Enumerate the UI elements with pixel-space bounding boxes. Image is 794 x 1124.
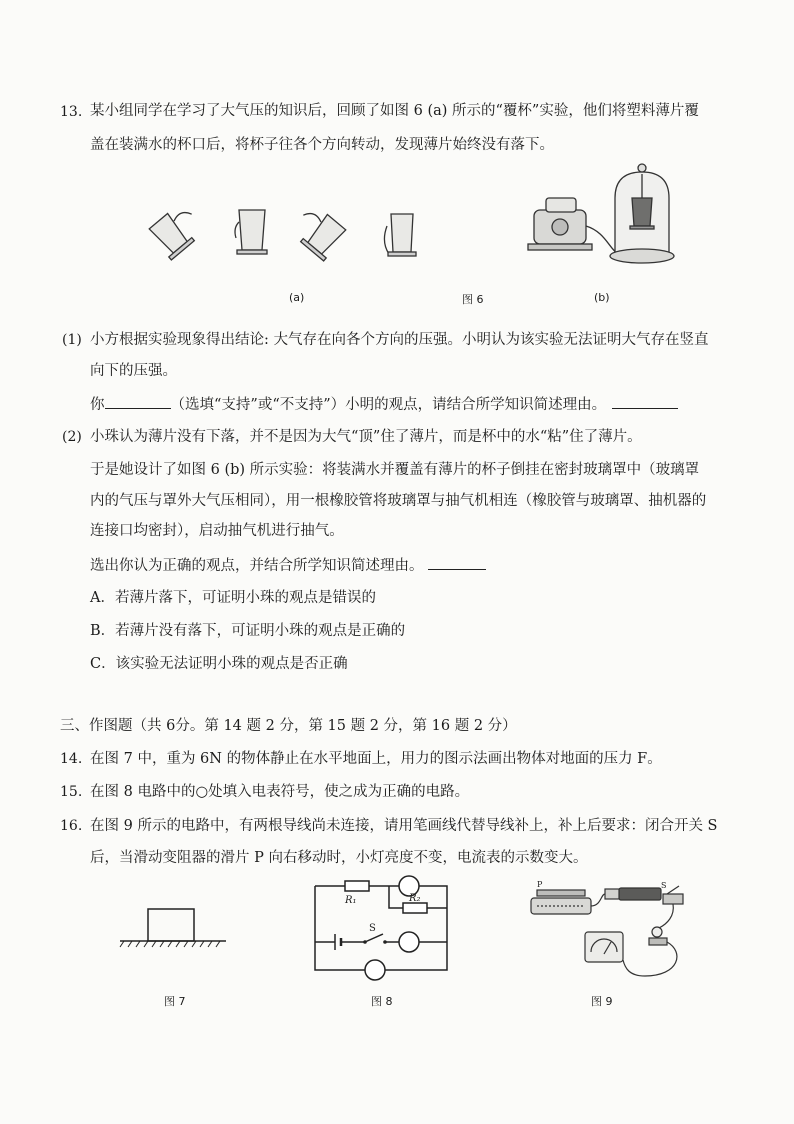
figure-7-block-on-ground — [118, 905, 228, 950]
part1-line3 — [90, 394, 678, 415]
r2-label: R₂ — [409, 893, 421, 904]
figure-8-circuit — [305, 870, 455, 988]
part2-line1: 小珠认为薄片没有下落，并不是因为大气“顶”住了薄片，而是杯中的水“粘”住了薄片。 — [90, 429, 642, 445]
figure-9-physical-circuit — [525, 876, 695, 984]
figure-6a-cups — [140, 200, 440, 270]
part2-number: (2) — [62, 429, 82, 445]
part1-line3-start: 你 — [90, 397, 105, 413]
part1-number: (1) — [62, 332, 82, 348]
q16-line1: 在图 9 所示的电路中，有两根导线尚未连接，请用笔画线代替导线补上，补上后要求：闭合开关 S — [90, 818, 718, 834]
part2-line2: 于是她设计了如图 6 (b) 所示实验：将装满水并覆盖有薄片的杯子倒挂在密封玻璃罩中（玻璃罩 — [90, 462, 700, 478]
q13-line1: 某小组同学在学习了大气压的知识后，回顾了如图 6 (a) 所示的“覆杯”实验，他们将塑料薄片覆 — [90, 103, 699, 119]
figure-6-label: 图 6 — [462, 293, 484, 306]
q16-line2: 后，当滑动变阻器的滑片 P 向右移动时，小灯亮度不变，电流表的示数变大。 — [90, 850, 588, 866]
answer-blank-support[interactable] — [105, 394, 171, 409]
part1-line2: 向下的压强。 — [90, 363, 177, 379]
answer-blank-reason-2[interactable] — [428, 555, 486, 570]
figure-8-label: 图 8 — [371, 995, 393, 1008]
figure-7-label: 图 7 — [164, 995, 186, 1008]
q13-line2: 盖在装满水的杯口后，将杯子往各个方向转动，发现薄片始终没有落下。 — [90, 137, 554, 153]
option-a: A．若薄片落下，可证明小珠的观点是错误的 — [90, 590, 376, 606]
part1-line1: 小方根据实验现象得出结论: 大气存在向各个方向的压强。小明认为该实验无法证明大气存在竖直 — [90, 332, 709, 348]
switch-s9-label: S — [661, 881, 667, 890]
q14-number: 14. — [60, 751, 83, 767]
figure-6b-label: (b) — [594, 291, 610, 304]
part2-line3: 内的气压与罩外大气压相同），用一根橡胶管将玻璃罩与抽气机相连（橡胶管与玻璃罩、抽机器的 — [90, 493, 707, 509]
option-c: C．该实验无法证明小珠的观点是否正确 — [90, 656, 348, 672]
q14-text: 在图 7 中，重为 6N 的物体静止在水平地面上，用力的图示法画出物体对地面的压力 F。 — [90, 751, 662, 767]
part1-line3-rest: （选填“支持”或“不支持”）小明的观点，请结合所学知识简述理由。 — [170, 397, 607, 413]
q15-text: 在图 8 电路中的○处填入电表符号，使之成为正确的电路。 — [90, 784, 470, 800]
q15-number: 15. — [60, 784, 83, 800]
q13-number: 13. — [60, 104, 83, 120]
figure-6b-vacuum-apparatus — [520, 158, 680, 278]
part2-line4: 连接口均密封），启动抽气机进行抽气。 — [90, 523, 344, 539]
part2-line5-text: 选出你认为正确的观点，并结合所学知识简述理由。 — [90, 558, 424, 574]
r1-label: R₁ — [345, 895, 357, 906]
part2-line5 — [90, 555, 486, 576]
figure-6a-label: (a) — [289, 291, 305, 304]
switch-s-label: S — [369, 923, 376, 934]
section-3-heading: 三、作图题（共 6分。第 14 题 2 分，第 15 题 2 分，第 16 题 2 分） — [60, 718, 517, 734]
option-b: B．若薄片没有落下，可证明小珠的观点是正确的 — [90, 623, 406, 639]
q16-number: 16. — [60, 818, 83, 834]
answer-blank-reason-1[interactable] — [612, 394, 678, 409]
figure-9-label: 图 9 — [591, 995, 613, 1008]
slider-p-label: P — [537, 880, 543, 889]
